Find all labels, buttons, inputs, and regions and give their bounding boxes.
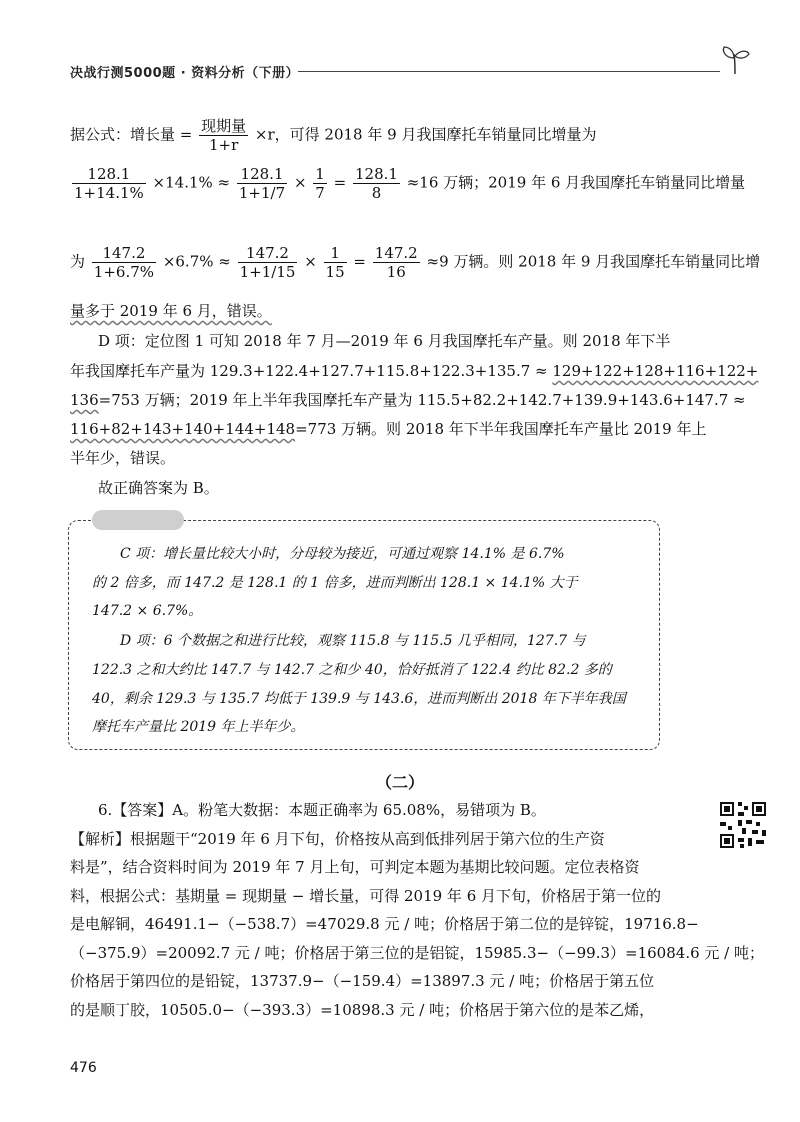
- body-line-8: 116+82+143+140+144+148=773 万辆。则 2018 年下半年我国摩托车产量比 2019 年上: [70, 420, 707, 438]
- body-line-10: 故正确答案为 B。: [98, 479, 219, 497]
- q6-line-4: 料，根据公式：基期量 = 现期量 − 增长量，可得 2019 年 6 月下旬，价格居于第一位的: [70, 887, 662, 905]
- body-line-4: 量多于 2019 年 6 月，错误。: [70, 302, 272, 320]
- tip-line-7: 摩托车产量比 2019 年上半年少。: [92, 719, 305, 735]
- q6-line-5: 是电解铜，46491.1−（−538.7）=47029.8 元 / 吨；价格居于第二位的是锌锭，19716.8−: [70, 915, 699, 933]
- q6-line-1: 6.【答案】A。粉笔大数据：本题正确率为 65.08%，易错项为 B。: [98, 801, 546, 819]
- q6-line-3: 料是”，结合资料时间为 2019 年 7 月上旬，可判定本题为基期比较问题。定位表格资: [70, 858, 640, 876]
- body-line-7: 136=753 万辆；2019 年上半年我国摩托车产量为 115.5+82.2+142.7+139.9+143.6+147.7 ≈: [70, 391, 746, 409]
- q6-line-6: （−375.9）=20092.7 元 / 吨；价格居于第三位的是铝锭，15985.3−（−99.3）=16084.6 元 / 吨；: [70, 944, 764, 962]
- tip-line-3: 147.2 × 6.7%。: [92, 603, 203, 619]
- body-line-1: 据公式：增长量 = $\frac{\text{现期量}}{1+r}$ ×r，可得 2018 年 9 月我国摩托车销量同比增量为: [70, 117, 597, 154]
- tip-badge: [92, 510, 184, 530]
- section-title: （二）: [375, 773, 424, 792]
- body-line-3: 为 $\frac{147.2}{1+6.7\%}$ ×6.7% ≈ $\frac{147.2}{1+1/15}$ × $\frac{1}{15}$ = $\frac{147.2}{16}$ ≈9 万辆。则 2018 年 9 月我国摩托车销量同比增: [70, 244, 761, 281]
- q6-line-8: 的是顺丁胶，10505.0−（−393.3）=10898.3 元 / 吨；价格居于第六位的是苯乙烯，: [70, 1001, 655, 1019]
- body-line-6: 年我国摩托车产量为 129.3+122.4+127.7+115.8+122.3+135.7 ≈ 129+122+128+116+122+: [70, 362, 759, 380]
- qr-code-icon[interactable]: [718, 800, 768, 850]
- tip-line-6: 40，剩余 129.3 与 135.7 均低于 139.9 与 143.6，进而判断出 2018 年下半年我国: [92, 691, 626, 707]
- tip-line-5: 122.3 之和大约比 147.7 与 142.7 之和少 40，恰好抵消了 122.4 约比 82.2 多的: [92, 662, 612, 678]
- tip-line-4: D 项：6 个数据之和进行比较，观察 115.8 与 115.5 几乎相同，127.7 与: [120, 633, 586, 649]
- tip-line-2: 的 2 倍多，而 147.2 是 128.1 的 1 倍多，进而判断出 128.1 × 14.1% 大于: [92, 575, 578, 591]
- tip-line-1: C 项：增长量比较大小时，分母较为接近，可通过观察 14.1% 是 6.7%: [120, 546, 565, 562]
- running-header: 决战行测5000题 · 资料分析（下册）: [70, 66, 300, 81]
- header-rule: [298, 71, 720, 72]
- page-number: 476: [70, 1060, 97, 1076]
- q6-line-2: 【解析】根据题干“2019 年 6 月下旬，价格按从高到低排列居于第六位的生产资: [70, 830, 605, 848]
- body-line-9: 半年少，错误。: [70, 449, 176, 467]
- body-line-2: $\frac{128.1}{1+14.1\%}$ ×14.1% ≈ $\frac{128.1}{1+1/7}$ × $\frac{1}{7}$ = $\frac{128.1}{8}$ ≈16 万辆；2019 年 6 月我国摩托车销量同比增量: [74, 165, 746, 202]
- body-line-5: D 项：定位图 1 可知 2018 年 7 月—2019 年 6 月我国摩托车产量。则 2018 年下半: [98, 332, 671, 350]
- sprout-icon: [718, 44, 752, 76]
- q6-line-7: 价格居于第四位的是铅锭，13737.9−（−159.4）=13897.3 元 / 吨；价格居于第五位: [70, 972, 655, 990]
